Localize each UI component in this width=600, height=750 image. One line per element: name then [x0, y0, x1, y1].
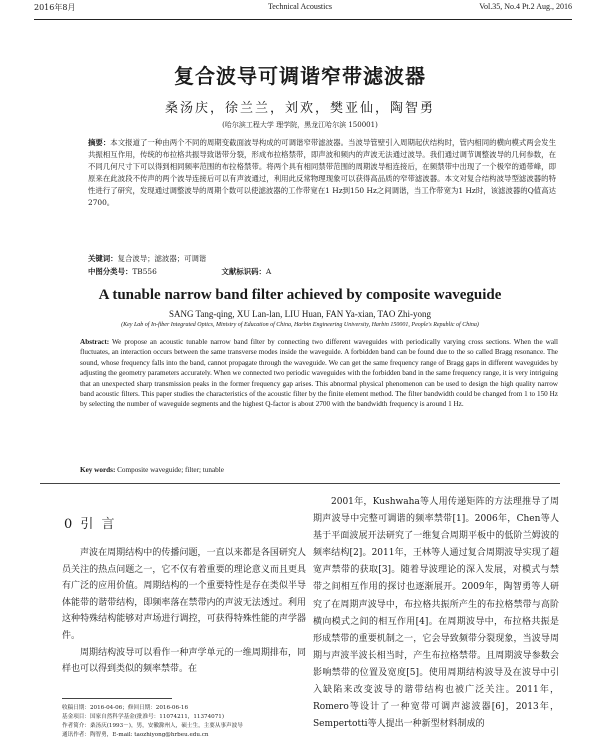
footnotes [62, 704, 306, 740]
header-date-left: 2016年8月 [34, 3, 76, 12]
clc-value: TB556 [132, 267, 157, 276]
section-heading: 0 引 言 [64, 517, 117, 532]
keywords-zh-text: 复合波导；滤波器；可调谐 [117, 254, 207, 263]
body-left-column [62, 545, 306, 678]
footnote-rule [62, 698, 172, 699]
header-vol: Vol.35, No.4 Pt.2 [479, 2, 535, 11]
header-volume [479, 2, 572, 11]
keywords-en-label: Key words: [80, 466, 116, 474]
header-rule [34, 19, 572, 20]
authors-zh: 桑汤庆，徐兰兰，刘欢，樊亚仙，陶智勇 [164, 101, 435, 116]
title-en: A tunable narrow band filter achieved by composite waveguide [98, 287, 502, 303]
abstract-en [80, 337, 558, 410]
doc-code-label: 文献标识码： [221, 267, 266, 276]
footnote-fund: 基金项目：国家自然科学基金(批准号：11074211，11374071) [62, 714, 224, 720]
body-right-column: 2001年，Kushwaha等人用传递矩阵的方法理推导了周期声波导中完整可调谐的频率禁带[1]。2006年，Chen等人基于平面波展开法研究了一维复合周期平板中的低阶兰姆波的频率结构[2]。2011年，王林等人通过复合周期波导实现了超宽声禁带的获取[3]。随着导波理论的深入发展，对模式与禁带之间相互作用的探讨也逐渐展开。2009年，陶智勇等人研究了在周期声波导中，布拉格共振所产生的布拉格禁带与高阶横向模式之间的相互作用[4]。在周期波导中，布拉格共振是形成禁带的重要机制之一，它会导致频带分裂现象，当波导周期与声波半波长相当时，产生布拉格禁带。且周期波导参数会影响禁带的位置及宽度[5]。使用周期结构波导及在波导中引入缺陷来改变波导的谐带结构也被广泛关注。2011年，Romero等设计了一种宽带可调声滤波器[6]，2013年，Sempertotti等人提出一种新型材料制成的 [313, 497, 559, 730]
footnote-corresponding: 通讯作者：陶智勇，E-mail: taozhiyong@hrbeu.edu.cn [62, 732, 209, 738]
footnote-author: 作者简介：桑汤庆(1993－)，男，安徽滁州人，硕士生，主要从事声波导 [62, 723, 243, 729]
header-journal: Technical Acoustics [267, 2, 333, 11]
doc-code-value: A [265, 267, 272, 276]
authors-en: SANG Tang-qing, XU Lan-lan, LIU Huan, FAN Ya-xian, TAO Zhi-yong [168, 309, 432, 319]
keywords-zh [88, 253, 206, 264]
body-paragraph: 周期结构波导可以看作一种声学单元的一维周期排布，同样也可以得到类似的频率禁带。在 [62, 647, 306, 675]
abstract-zh-label: 摘要： [88, 138, 111, 147]
affiliation-en: (Key Lab of In-fiber Integrated Optics, Ministry of Education of China, Harbin Engineering University, Harbin 150001, People's Republic of China) [121, 322, 479, 328]
header-date-right: Aug., 2016 [536, 2, 572, 11]
body-paragraph: 声波在周期结构中的传播问题，一直以来都是各国研究人员关注的热点问题之一，它不仅有着重要的理论意义而且更具有广泛的应用价值。周期结构的一个重要特性是存在类似半导体能带的谐带结构，即频率落在禁带内的声波无法透过。利用这种特殊结构能够对声场进行调控，可获得特殊性能的声学器件。 [62, 548, 306, 641]
keywords-zh-label: 关键词： [88, 254, 118, 263]
abstract-zh-text: 本文报道了一种由两个不同的周期变截面波导构成的可调谐窄带滤波器。当波导管壁引入周期起伏结构时，管内相同的横向模式两会发生共振相互作用，传统的布拉格共振导致谐带分裂，形成布拉格禁带，即声波和频内的声波无法通过波导。我们通过调节调整波导的几何参数，在不同几何尺寸下可以得到相同频率范围的布拉格禁带。将两个具有相同禁带范围的周期波导相连接后，在频禁带中出现了一个极窄的通带峰，即原来在此波段不传声的两个波导连接后可以有声波通过，利用此反常物理现象可以获得高品质的窄带滤波器。本文对复合结构波导型滤波器的特性进行了研究，发现通过调整波导的周期个数可以使滤波器的工作带宽在1 Hz到150 Hz之间调谐，当工作带宽为1 Hz时，该滤波器的Q值高达2700。 [88, 138, 556, 208]
keywords-en-text: Composite waveguide; filter; tunable [117, 466, 224, 474]
keywords-en [80, 466, 224, 474]
affiliation-zh: (哈尔滨工程大学 理学院，黑龙江哈尔滨 150001) [222, 121, 378, 129]
clc-label: 中图分类号： [88, 267, 133, 276]
abstract-en-text: We propose an acoustic tunable narrow band filter by connecting two different waveguides with periodically varying cross sections. When the wall fluctuates, an interaction occurs between the same transverse modes inside the waveguide. A forbidden band can be found due to the so called Bragg resonance. The sound, whose frequency falls into the band, cannot propagate through the waveguide. We can get the same frequency range of Bragg gaps in different waveguides by adjusting the geometry parameters accurately. When we connected two periodic waveguides with the forbidden band in the same frequency range, it is very intriguing that an unexpected sharp transmission peaks in the former frequency gap arises. This abnormal physical phenomenon can be used to design the high quality narrow band acoustic filters. This paper studies the characteristics of the acoustic filter by the finite element method. The filter bandwidth could be changed from 1 to 150 Hz by selecting the number of waveguide segments and the highest Q-factor is about 2700 with the bandwidth frequency is around 1 Hz. [80, 338, 558, 409]
abstract-zh [88, 137, 556, 210]
title-zh: 复合波导可调谐窄带滤波器 [174, 64, 426, 88]
footnote-received: 收稿日期：2016-04-06；修回日期：2016-06-16 [62, 705, 189, 711]
abstract-en-label: Abstract: [80, 338, 110, 346]
section-divider [40, 483, 560, 484]
classification-zh [88, 266, 271, 277]
